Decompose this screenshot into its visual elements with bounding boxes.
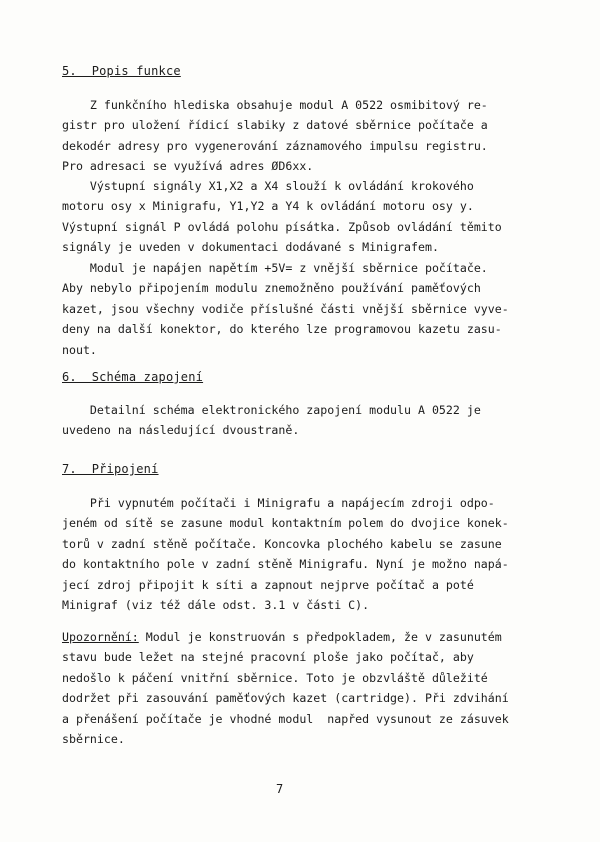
text-line: Při vypnutém počítači i Minigrafu a napájecím zdroji odpo- xyxy=(62,496,495,510)
text-line: Výstupní signál P ovládá polohu písátka. Způsob ovládání těmito xyxy=(62,219,502,234)
text-line: dodržet při zasouvání paměťových kazet (cartridge). Při zdvihání xyxy=(62,691,509,706)
text-line: a přenášení počítače je vhodné modul napřed vysunout ze zásuvek xyxy=(62,711,509,726)
text-line: signály je uveden v dokumentaci dodávané s Minigrafem. xyxy=(62,240,439,255)
text-line: Pro adresaci se využívá adres ØD6xx. xyxy=(62,159,314,174)
text-line: nedošlo k páčení vnitřní sběrnice. Toto je obzvláště důležité xyxy=(62,670,488,685)
section-5-heading: 5. Popis funkce xyxy=(62,64,181,78)
text-line: motoru osy x Minigrafu, Y1,Y2 a Y4 k ovládání motoru osy y. xyxy=(62,199,474,214)
text-line: gistr pro uložení řídicí slabiky z datové sběrnice počítače a xyxy=(62,118,488,133)
text-line: uvedeno na následující dvoustraně. xyxy=(62,423,300,438)
section-6-paragraph xyxy=(62,400,481,441)
warning-note xyxy=(62,627,509,749)
text-line: Z funkčního hlediska obsahuje modul A 0522 osmibitový re- xyxy=(62,98,488,112)
text-line: Detailní schéma elektronického zapojení modulu A 0522 je xyxy=(62,403,481,417)
text-line: sběrnice. xyxy=(62,732,125,747)
section-5-paragraph-2 xyxy=(62,176,502,258)
text-line: torů v zadní stěně počítače. Koncovka plochého kabelu se zasune xyxy=(62,536,502,551)
text-line: do kontaktního pole v zadní stěně Minigrafu. Nyní je možno napá- xyxy=(62,557,509,572)
text-line: stavu bude ležet na stejné pracovní ploše jako počítač, aby xyxy=(62,650,474,665)
section-5-paragraph-1 xyxy=(62,95,488,177)
warning-first-line xyxy=(62,627,509,647)
text-line: deny na další konektor, do kterého lze programovou kazetu zasu- xyxy=(62,322,502,337)
text-line: Aby nebylo připojením modulu znemožněno používání paměťových xyxy=(62,281,481,296)
text-line: Modul je konstruován s předpokladem, že v zasunutém xyxy=(138,630,502,644)
text-line: nout. xyxy=(62,342,97,357)
text-line: jecí zdroj připojit k síti a zapnout nejprve počítač a poté xyxy=(62,577,474,592)
section-6-heading: 6. Schéma zapojení xyxy=(62,370,204,384)
text-line: Modul je napájen napětím +5V= z vnější sběrnice počítače. xyxy=(62,261,488,275)
text-line: dekodér adresy pro vygenerování záznamového impulsu registru. xyxy=(62,138,488,153)
text-line: jeném od sítě se zasune modul kontaktním polem do dvojice konek- xyxy=(62,516,509,531)
section-7-heading: 7. Připojení xyxy=(62,462,159,476)
text-line: Minigraf (viz též dále odst. 3.1 v části C). xyxy=(62,598,370,613)
page-number: 7 xyxy=(276,782,284,796)
text-line: Výstupní signály X1,X2 a X4 slouží k ovládání krokového xyxy=(62,179,474,193)
section-7-paragraph xyxy=(62,493,509,615)
warning-label: Upozornění: xyxy=(62,630,139,644)
section-5-paragraph-3 xyxy=(62,258,509,360)
text-line: kazet, jsou všechny vodiče příslušné části vnější sběrnice vyve- xyxy=(62,301,509,316)
